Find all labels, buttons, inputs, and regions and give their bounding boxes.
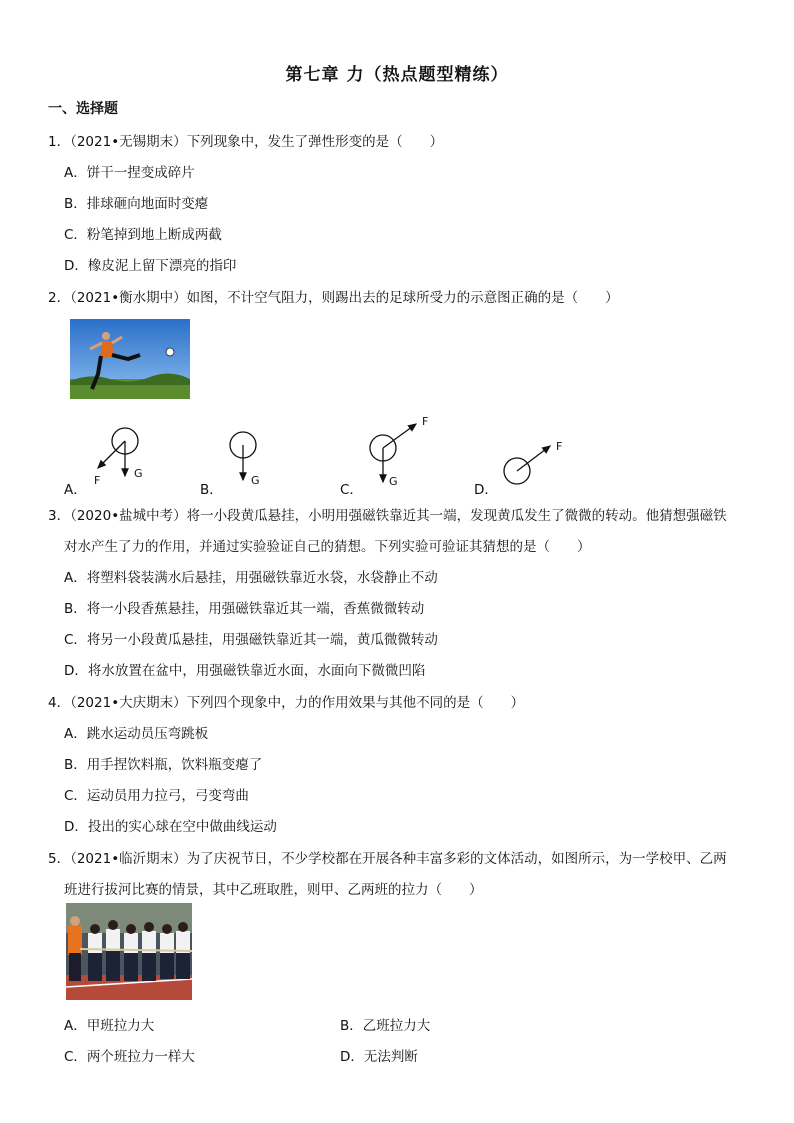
diagram-d: [504, 446, 550, 484]
diagram-a: [98, 428, 138, 476]
question-3-option-a: A．将塑料袋装满水后悬挂，用强磁铁靠近水袋，水袋静止不动: [64, 570, 438, 586]
force-label-f-c: F: [422, 415, 429, 428]
question-1-option-c: C．粉笔掉到地上断成两截: [64, 227, 222, 243]
question-1-option-a: A．饼干一捏变成碎片: [64, 165, 195, 181]
question-3-option-c: C．将另一小段黄瓜悬挂，用强磁铁靠近其一端，黄瓜微微转动: [64, 632, 438, 648]
diagram-label-a: A．: [64, 482, 87, 498]
question-4-option-c: C．运动员用力拉弓，弓变弯曲: [64, 788, 249, 804]
question-1-option-b: B．排球砸向地面时变瘪: [64, 196, 209, 212]
question-4-option-b: B．用手捏饮料瓶，饮料瓶变瘪了: [64, 757, 263, 773]
page-title: 第七章 力（热点题型精练）: [285, 65, 509, 85]
diagram-label-b: B．: [200, 482, 223, 498]
diagram-c: [370, 424, 416, 482]
question-1-option-d: D．橡皮泥上留下漂亮的指印: [64, 258, 237, 274]
question-4-option-d: D．投出的实心球在空中做曲线运动: [64, 819, 277, 835]
diagram-b: [230, 432, 256, 480]
force-label-g-b: G: [251, 474, 260, 487]
diagram-label-c: C．: [340, 482, 363, 498]
question-5-option-a: A．甲班拉力大: [64, 1018, 155, 1034]
force-label-g-a: G: [134, 467, 143, 480]
section-heading: 一、选择题: [48, 101, 118, 117]
question-5-option-d: D．无法判断: [340, 1049, 418, 1065]
question-5-stem-line1: 5．（2021•临沂期末）为了庆祝节日，不少学校都在开展各种丰富多彩的文体活动，如图所示，为一学校甲、乙两: [48, 851, 727, 867]
diagram-label-d: D．: [474, 482, 498, 498]
question-2-stem: 2．（2021•衡水期中）如图，不计空气阻力，则踢出去的足球所受力的示意图正确的是（ ）: [48, 290, 619, 306]
force-label-f-a: F: [94, 474, 101, 487]
question-4-option-a: A．跳水运动员压弯跳板: [64, 726, 209, 742]
question-3-stem-line2: 对水产生了力的作用，并通过实验验证自己的猜想。下列实验可验证其猜想的是（ ）: [64, 539, 591, 555]
force-arrow-a: [98, 441, 125, 468]
force-label-g-c: G: [389, 475, 398, 488]
question-3-stem-line1: 3．（2020•盐城中考）将一小段黄瓜悬挂，小明用强磁铁靠近其一端，发现黄瓜发生了微微的转动。他猜想强磁铁: [48, 508, 727, 524]
question-3-option-d: D．将水放置在盆中，用强磁铁靠近水面，水面向下微微凹陷: [64, 663, 426, 679]
question-1-stem: 1．（2021•无锡期末）下列现象中，发生了弹性形变的是（ ）: [48, 134, 444, 150]
tug-of-war-photo: [66, 903, 192, 1000]
question-5-option-c: C．两个班拉力一样大: [64, 1049, 195, 1065]
force-label-f-d: F: [556, 440, 563, 453]
question-5-option-b: B．乙班拉力大: [340, 1018, 431, 1034]
soccer-photo: [70, 319, 190, 399]
question-4-stem: 4．（2021•大庆期末）下列四个现象中，力的作用效果与其他不同的是（ ）: [48, 695, 525, 711]
question-3-option-b: B．将一小段香蕉悬挂，用强磁铁靠近其一端，香蕉微微转动: [64, 601, 425, 617]
question-5-stem-line2: 班进行拔河比赛的情景，其中乙班取胜，则甲、乙两班的拉力（ ）: [64, 882, 483, 898]
